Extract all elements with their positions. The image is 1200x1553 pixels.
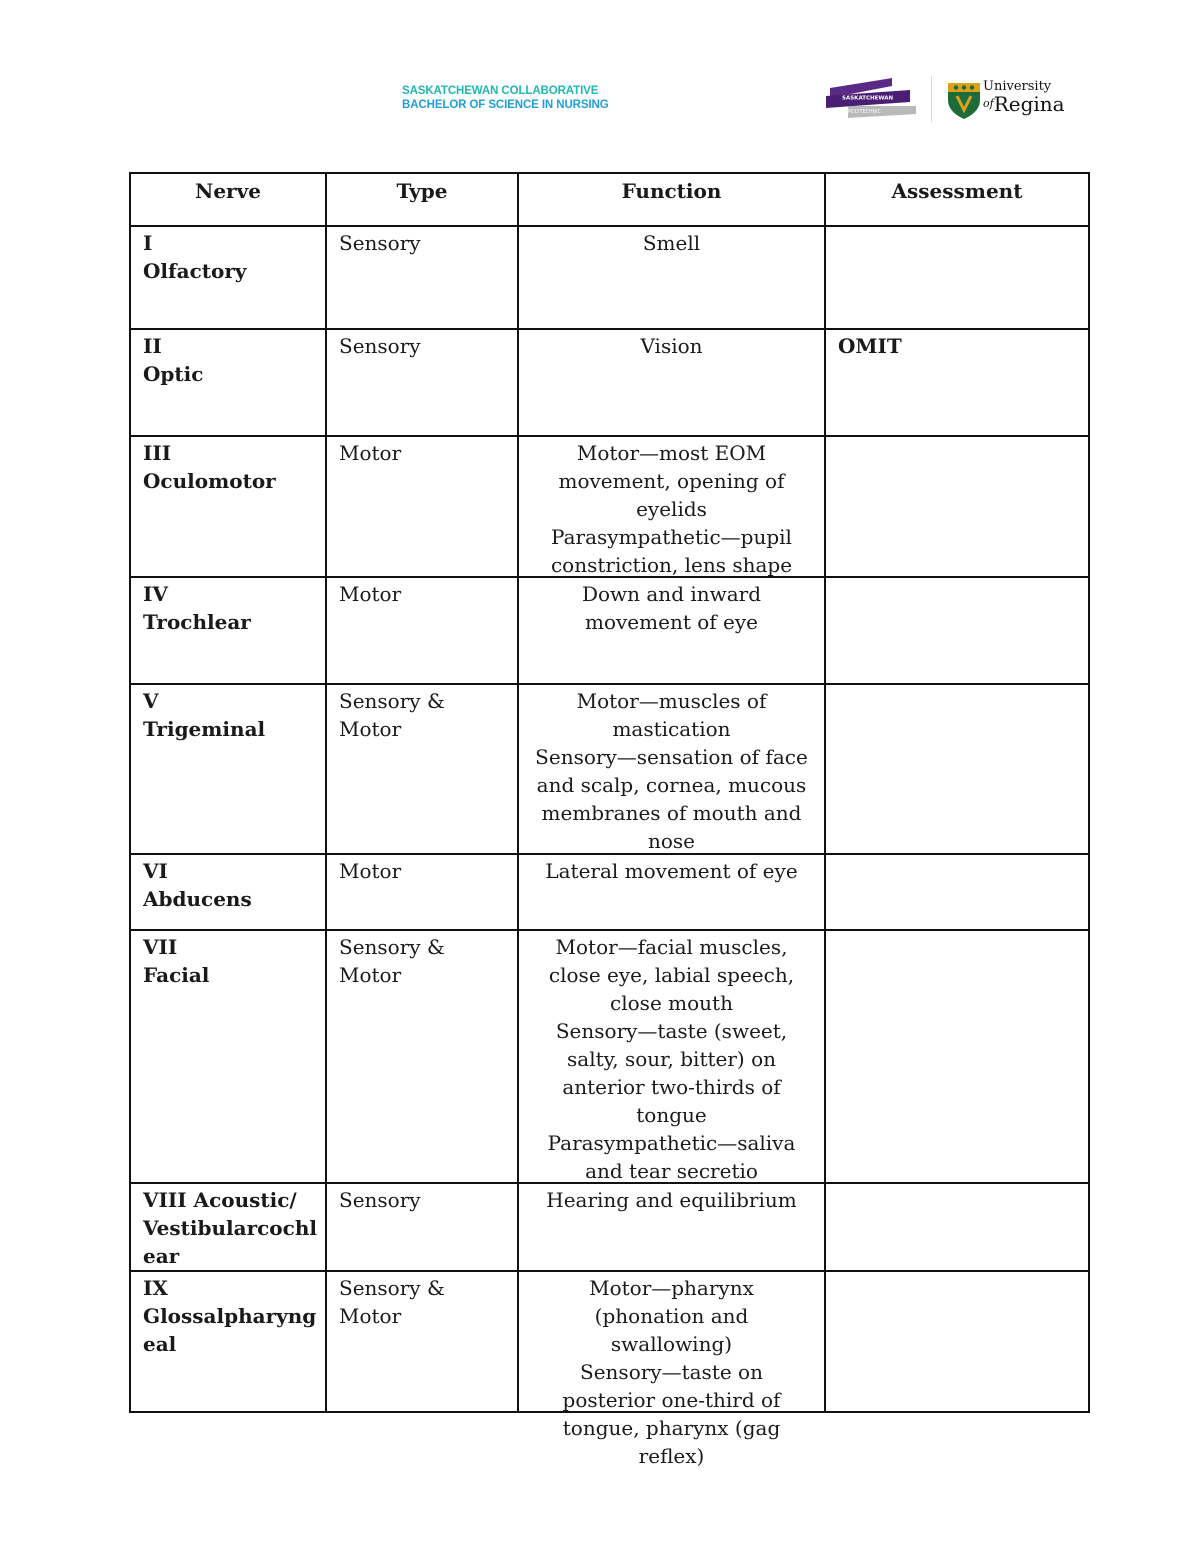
function-line: nose (647, 829, 696, 853)
column-header-type: Type (326, 173, 518, 226)
nerve-number: VIII Acoustic/ (143, 1188, 297, 1212)
nerve-cell (130, 684, 326, 854)
function-line: Motor—pharynx (589, 1276, 754, 1300)
function-line: Vision (640, 334, 703, 358)
function-line: movement, opening of (558, 469, 785, 493)
function-line: Parasympathetic—pupil (551, 525, 792, 549)
type-line: Sensory (339, 1188, 421, 1212)
function-cell (518, 329, 825, 436)
nerve-name: Oculomotor (143, 469, 276, 493)
assessment-cell (825, 577, 1089, 684)
type-cell (326, 329, 518, 436)
table-row (130, 436, 1089, 577)
function-line: close eye, labial speech, (548, 963, 795, 987)
function-line: anterior two-thirds of (562, 1075, 781, 1099)
ur-of: of (983, 97, 994, 110)
type-line: Motor (339, 582, 402, 606)
nerve-name: Abducens (143, 887, 252, 911)
assessment-cell (825, 226, 1089, 329)
function-line: movement of eye (585, 610, 758, 634)
function-line: close mouth (610, 991, 733, 1015)
function-cell (518, 577, 825, 684)
function-line: Hearing and equilibrium (546, 1188, 797, 1212)
assessment-cell: OMIT (825, 329, 1089, 436)
ur-regina: Regina (993, 92, 1065, 116)
function-line: eyelids (636, 497, 707, 521)
function-line: tongue (636, 1103, 707, 1127)
ur-line2 (983, 93, 1065, 115)
function-line: Motor—most EOM (576, 441, 767, 465)
type-line: Motor (339, 1304, 402, 1328)
saskatchewan-polytechnic-logo (826, 76, 918, 122)
table-row (130, 1271, 1089, 1412)
sp-logo-line1: SASKATCHEWAN (842, 95, 894, 102)
type-line: Motor (339, 859, 402, 883)
type-cell (326, 226, 518, 329)
function-cell (518, 854, 825, 930)
nerve-number: II (143, 334, 162, 358)
assessment-cell (825, 436, 1089, 577)
type-cell (326, 1271, 518, 1412)
nerve-cell (130, 930, 326, 1183)
function-line: Parasympathetic—saliva (547, 1131, 796, 1155)
type-line: Motor (339, 441, 402, 465)
table-header-row (130, 173, 1089, 226)
type-line: Motor (339, 963, 402, 987)
function-line: Smell (642, 231, 701, 255)
function-line: and tear secretio (585, 1159, 758, 1183)
nerve-cell (130, 329, 326, 436)
type-line: Sensory (339, 334, 421, 358)
nerve-name: eal (143, 1332, 177, 1356)
ur-line1: University (983, 79, 1052, 94)
type-cell (326, 684, 518, 854)
nerve-cell (130, 1183, 326, 1271)
nerve-number: I (143, 231, 153, 255)
nerve-number: V (143, 689, 159, 713)
nerve-number: IV (143, 582, 168, 606)
table-row (130, 226, 1089, 329)
sp-logo-line2: POLYTECHNIC (848, 110, 881, 115)
nerve-name: Olfactory (143, 259, 247, 283)
type-cell (326, 930, 518, 1183)
column-header-assessment: Assessment (825, 173, 1089, 226)
nerve-name: Vestibularcochl (143, 1216, 317, 1240)
nerve-name: ear (143, 1244, 180, 1268)
function-cell (518, 1183, 825, 1271)
table-row (130, 577, 1089, 684)
function-line: tongue, pharynx (gag reflex) (562, 1416, 781, 1468)
nerve-name: Glossalpharyng (143, 1304, 317, 1328)
type-line: Motor (339, 717, 402, 741)
nerve-cell (130, 577, 326, 684)
nerve-number: IX (143, 1276, 168, 1300)
university-of-regina-crest-icon (944, 80, 984, 120)
nerve-cell (130, 226, 326, 329)
function-line: (phonation and swallowing) (594, 1304, 749, 1356)
table-row (130, 930, 1089, 1183)
nerve-cell (130, 854, 326, 930)
nerve-name: Trigeminal (143, 717, 266, 741)
function-line: Lateral movement of eye (545, 859, 798, 883)
nerve-number: VI (143, 859, 168, 883)
nerve-number: III (143, 441, 172, 465)
assessment-cell (825, 684, 1089, 854)
logo-divider (931, 76, 932, 122)
function-line: Sensory—taste on (580, 1360, 763, 1384)
type-cell (326, 1183, 518, 1271)
table-row (130, 684, 1089, 854)
function-line: Motor—facial muscles, (555, 935, 788, 959)
nerve-name: Optic (143, 362, 204, 386)
type-cell (326, 577, 518, 684)
nerve-number: VII (143, 935, 178, 959)
function-cell (518, 1271, 825, 1468)
function-line: membranes of mouth and (541, 801, 802, 825)
function-cell (518, 684, 825, 854)
function-line: Sensory—taste (sweet, (555, 1019, 788, 1043)
function-line: Motor—muscles of (576, 689, 767, 713)
program-title (402, 84, 609, 112)
table-row (130, 854, 1089, 930)
table-row (130, 329, 1089, 436)
type-line: Sensory & (339, 935, 445, 959)
column-header-function: Function (518, 173, 825, 226)
university-of-regina-wordmark (983, 79, 1065, 115)
function-line: Sensory—sensation of face (535, 745, 808, 769)
function-cell (518, 930, 825, 1183)
type-line: Sensory & (339, 689, 445, 713)
cranial-nerves-table (129, 172, 1090, 1468)
type-line: Sensory (339, 231, 421, 255)
function-cell (518, 436, 825, 577)
assessment-cell (825, 1183, 1089, 1271)
function-line: and scalp, cornea, mucous (536, 773, 807, 797)
table-row (130, 1183, 1089, 1271)
assessment-cell (825, 930, 1089, 1183)
function-line: mastication (612, 717, 731, 741)
nerve-cell (130, 436, 326, 577)
function-line: Down and inward (581, 582, 762, 606)
nerve-name: Facial (143, 963, 210, 987)
nerve-cell (130, 1271, 326, 1412)
function-line: constriction, lens shape (550, 553, 793, 577)
type-cell (326, 854, 518, 930)
function-line: posterior one-third of (562, 1388, 781, 1412)
assessment-cell (825, 1271, 1089, 1412)
column-header-nerve: Nerve (130, 173, 326, 226)
function-cell (518, 226, 825, 329)
nerve-name: Trochlear (143, 610, 251, 634)
type-line: Sensory & (339, 1276, 445, 1300)
type-cell (326, 436, 518, 577)
assessment-cell (825, 854, 1089, 930)
program-title-line1: SASKATCHEWAN COLLABORATIVE (402, 85, 599, 97)
program-title-line2: BACHELOR OF SCIENCE IN NURSING (402, 99, 609, 111)
function-line: salty, sour, bitter) on (567, 1047, 776, 1071)
